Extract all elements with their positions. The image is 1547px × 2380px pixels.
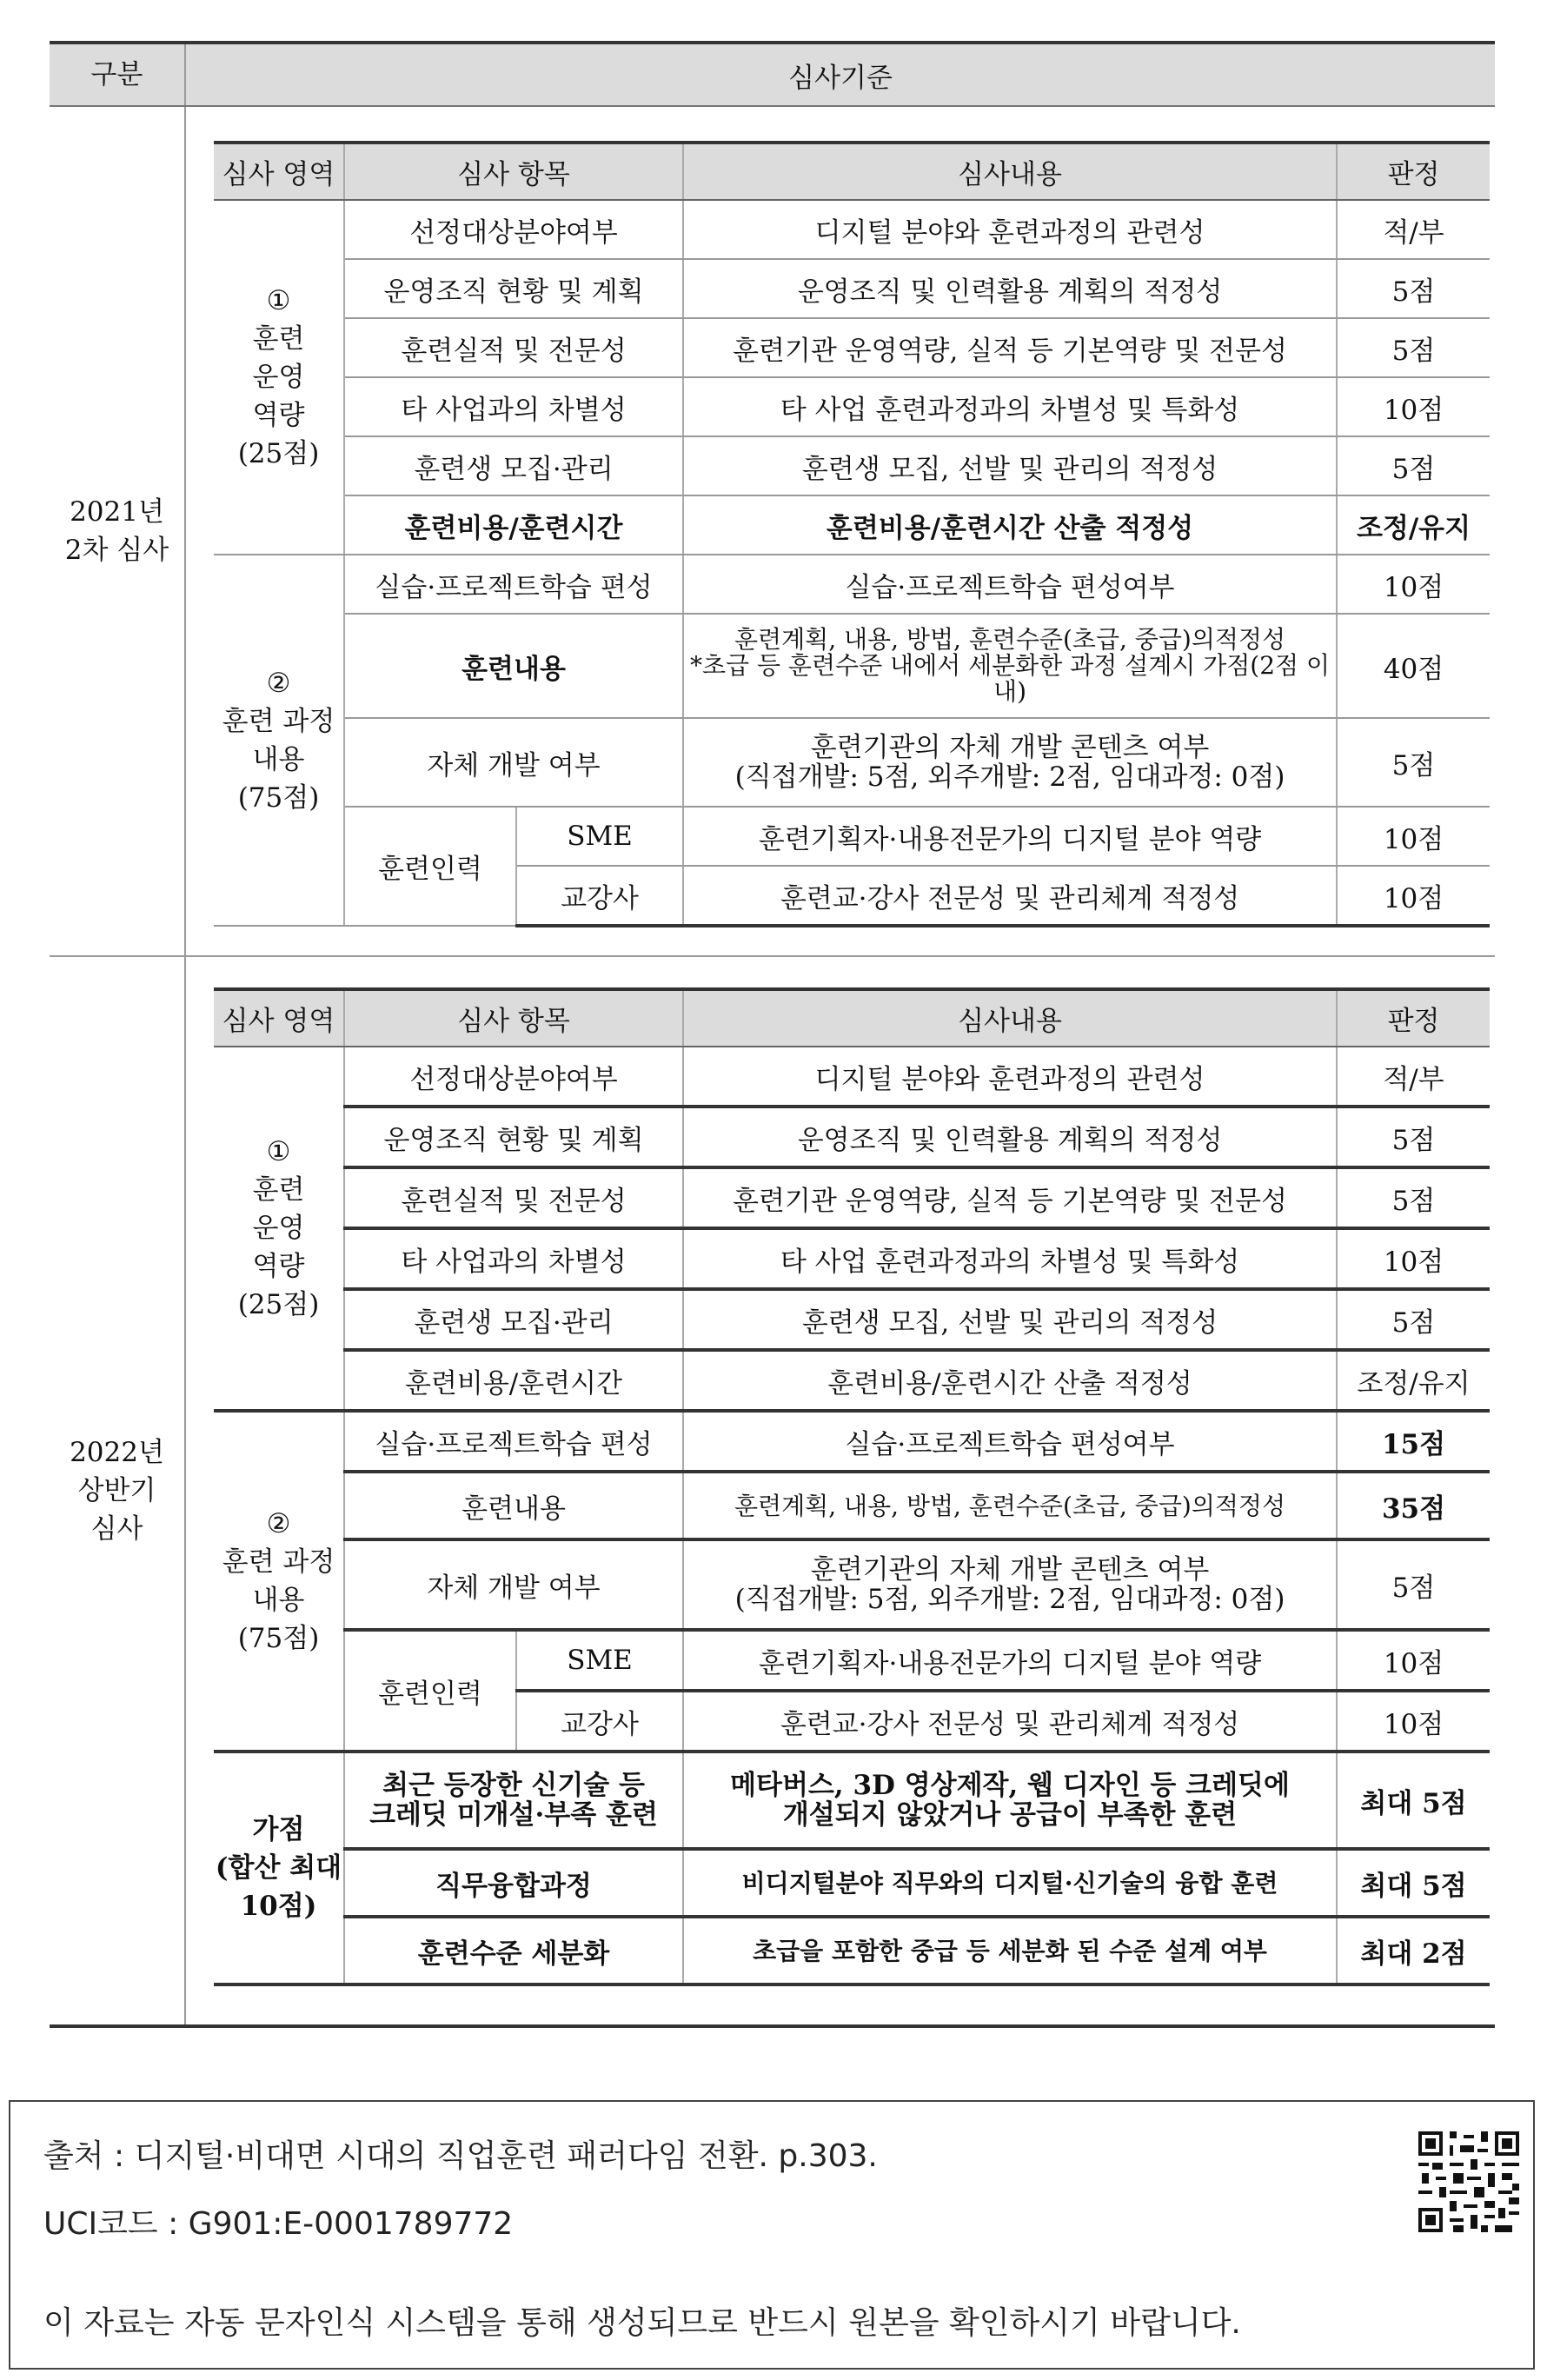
table-row [214, 1752, 1490, 1849]
col-content: 심사내용 [683, 143, 1337, 200]
content-cell: 실습·프로젝트학습 편성여부 [683, 555, 1337, 614]
item-cell: 훈련비용/훈련시간 [344, 495, 683, 555]
judgment-cell: 10점 [1337, 1630, 1490, 1691]
content-cell: 훈련생 모집, 선발 및 관리의 적정성 [683, 1289, 1337, 1350]
col-judgment: 판정 [1337, 989, 1490, 1047]
item-cell: 훈련수준 세분화 [344, 1917, 683, 1984]
content-cell: 운영조직 및 인력활용 계획의 적정성 [683, 1107, 1337, 1167]
content-cell: 훈련생 모집, 선발 및 관리의 적정성 [683, 436, 1337, 495]
item-cell: 타 사업과의 차별성 [344, 1228, 683, 1289]
content-cell: 훈련교·강사 전문성 및 관리체계 적정성 [683, 1691, 1337, 1752]
item-cell: 운영조직 현황 및 계획 [344, 259, 683, 318]
judgment-cell: 적/부 [1337, 200, 1490, 259]
content-cell: 메타버스, 3D 영상제작, 웹 디자인 등 크레딧에 개설되지 않았거나 공급이 부족한 훈련 [683, 1752, 1337, 1849]
content-cell: 운영조직 및 인력활용 계획의 적정성 [683, 259, 1337, 318]
table-row [214, 1630, 1490, 1691]
item-cell: 훈련생 모집·관리 [344, 436, 683, 495]
area-course-content: ② 훈련 과정 내용 (75점) [214, 555, 344, 926]
table-row [214, 436, 1490, 495]
content-cell: 훈련교·강사 전문성 및 관리체계 적정성 [683, 866, 1337, 926]
judgment-cell: 35점 [1337, 1472, 1490, 1539]
content-cell: 디지털 분야와 훈련과정의 관련성 [683, 200, 1337, 259]
area-operation: ① 훈련 운영 역량 (25점) [214, 1047, 344, 1411]
content-cell: 훈련비용/훈련시간 산출 적정성 [683, 1350, 1337, 1411]
source-footer [9, 2100, 1535, 2370]
item-cell: 자체 개발 여부 [344, 1539, 683, 1630]
header-criteria: 심사기준 [185, 43, 1495, 106]
judgment-cell: 5점 [1337, 436, 1490, 495]
sub-item-cell: 교강사 [516, 1691, 683, 1752]
table-row [214, 555, 1490, 614]
table-row [214, 1047, 1490, 1107]
item-cell: 훈련실적 및 전문성 [344, 318, 683, 377]
criteria-outer-table [50, 41, 1495, 2028]
content-cell: 초급을 포함한 중급 등 세분화 된 수준 설계 여부 [683, 1917, 1337, 1984]
table-row [214, 1411, 1490, 1472]
table-row [214, 318, 1490, 377]
judgment-cell: 5점 [1337, 318, 1490, 377]
judgment-cell: 5점 [1337, 718, 1490, 807]
content-cell: 훈련기관의 자체 개발 콘텐츠 여부 (직접개발: 5점, 외주개발: 2점, 임대과정: 0점) [683, 718, 1337, 807]
table-row [214, 259, 1490, 318]
col-item: 심사 항목 [344, 989, 683, 1047]
item-cell: 최근 등장한 신기술 등 크레딧 미개설·부족 훈련 [344, 1752, 683, 1849]
judgment-cell: 10점 [1337, 377, 1490, 436]
col-item: 심사 항목 [344, 143, 683, 200]
table-row [214, 1350, 1490, 1411]
judgment-cell: 최대 2점 [1337, 1917, 1490, 1984]
content-cell: 훈련비용/훈련시간 산출 적정성 [683, 495, 1337, 555]
item-cell: 실습·프로젝트학습 편성 [344, 1411, 683, 1472]
content-cell: 디지털 분야와 훈련과정의 관련성 [683, 1047, 1337, 1107]
judgment-cell: 10점 [1337, 866, 1490, 926]
table-row [214, 1539, 1490, 1630]
judgment-cell: 5점 [1337, 1107, 1490, 1167]
qr-code-icon [1418, 2131, 1519, 2232]
item-cell: 실습·프로젝트학습 편성 [344, 555, 683, 614]
header-category: 구분 [50, 43, 185, 106]
item-cell: 훈련내용 [344, 614, 683, 718]
ocr-notice: 이 자료는 자동 문자인식 시스템을 통해 생성되므로 반드시 원본을 확인하시기 바랍니다. [43, 2305, 1241, 2341]
table-row [214, 807, 1490, 866]
content-cell: 훈련계획, 내용, 방법, 훈련수준(초급, 중급)의적정성 [683, 1472, 1337, 1539]
table-row [214, 1849, 1490, 1917]
item-cell: 훈련실적 및 전문성 [344, 1167, 683, 1228]
col-content: 심사내용 [683, 989, 1337, 1047]
item-cell: 훈련인력 [344, 1630, 516, 1752]
table-row [214, 200, 1490, 259]
table-row [214, 377, 1490, 436]
content-cell: 훈련기획자·내용전문가의 디지털 분야 역량 [683, 1630, 1337, 1691]
table-row [214, 1107, 1490, 1167]
judgment-cell: 40점 [1337, 614, 1490, 718]
col-area: 심사 영역 [214, 989, 344, 1047]
item-cell: 선정대상분야여부 [344, 200, 683, 259]
area-operation: ① 훈련 운영 역량 (25점) [214, 200, 344, 555]
judgment-cell: 5점 [1337, 1289, 1490, 1350]
content-cell: 타 사업 훈련과정과의 차별성 및 특화성 [683, 377, 1337, 436]
source-citation: 출처 : 디지털·비대면 시대의 직업훈련 패러다임 전환. p.303. [43, 2138, 878, 2174]
judgment-cell: 5점 [1337, 1539, 1490, 1630]
table-row [214, 614, 1490, 718]
judgment-cell: 10점 [1337, 1691, 1490, 1752]
table-row [214, 1228, 1490, 1289]
judgment-cell: 최대 5점 [1337, 1752, 1490, 1849]
table-row [214, 718, 1490, 807]
judgment-cell: 5점 [1337, 1167, 1490, 1228]
inner-table-2022 [214, 987, 1490, 1986]
judgment-cell: 조정/유지 [1337, 495, 1490, 555]
sub-item-cell: SME [516, 807, 683, 866]
content-cell: 훈련계획, 내용, 방법, 훈련수준(초급, 중급)의적정성 *초급 등 훈련수준 내에서 세분화한 과정 설계시 가점(2점 이내) [683, 614, 1337, 718]
content-cell: 훈련기관 운영역량, 실적 등 기본역량 및 전문성 [683, 318, 1337, 377]
judgment-cell: 조정/유지 [1337, 1350, 1490, 1411]
judgment-cell: 10점 [1337, 807, 1490, 866]
item-cell: 훈련비용/훈련시간 [344, 1350, 683, 1411]
col-judgment: 판정 [1337, 143, 1490, 200]
item-cell: 직무융합과정 [344, 1849, 683, 1917]
section-label-2022: 2022년 상반기 심사 [50, 956, 185, 2026]
judgment-cell: 10점 [1337, 555, 1490, 614]
uci-code: UCI코드 : G901:E-0001789772 [43, 2206, 514, 2242]
content-cell: 훈련기획자·내용전문가의 디지털 분야 역량 [683, 807, 1337, 866]
col-area: 심사 영역 [214, 143, 344, 200]
table-row [214, 1472, 1490, 1539]
content-cell: 훈련기관의 자체 개발 콘텐츠 여부 (직접개발: 5점, 외주개발: 2점, 임대과정: 0점) [683, 1539, 1337, 1630]
judgment-cell: 적/부 [1337, 1047, 1490, 1107]
item-cell: 운영조직 현황 및 계획 [344, 1107, 683, 1167]
inner-table-2021 [214, 141, 1490, 927]
sub-item-cell: 교강사 [516, 866, 683, 926]
content-cell: 훈련기관 운영역량, 실적 등 기본역량 및 전문성 [683, 1167, 1337, 1228]
judgment-cell: 5점 [1337, 259, 1490, 318]
section-label-2021: 2021년 2차 심사 [50, 106, 185, 956]
table-row [214, 1167, 1490, 1228]
table-row [214, 1917, 1490, 1984]
judgment-cell: 최대 5점 [1337, 1849, 1490, 1917]
item-cell: 훈련생 모집·관리 [344, 1289, 683, 1350]
judgment-cell: 10점 [1337, 1228, 1490, 1289]
item-cell: 훈련내용 [344, 1472, 683, 1539]
judgment-cell: 15점 [1337, 1411, 1490, 1472]
area-bonus: 가점 (합산 최대 10점) [214, 1752, 344, 1984]
table-row [214, 1289, 1490, 1350]
table-row [214, 495, 1490, 555]
item-cell: 자체 개발 여부 [344, 718, 683, 807]
area-course-content: ② 훈련 과정 내용 (75점) [214, 1411, 344, 1752]
content-cell: 비디지털분야 직무와의 디지털·신기술의 융합 훈련 [683, 1849, 1337, 1917]
sub-item-cell: SME [516, 1630, 683, 1691]
content-cell: 실습·프로젝트학습 편성여부 [683, 1411, 1337, 1472]
item-cell: 훈련인력 [344, 807, 516, 926]
item-cell: 타 사업과의 차별성 [344, 377, 683, 436]
content-cell: 타 사업 훈련과정과의 차별성 및 특화성 [683, 1228, 1337, 1289]
item-cell: 선정대상분야여부 [344, 1047, 683, 1107]
